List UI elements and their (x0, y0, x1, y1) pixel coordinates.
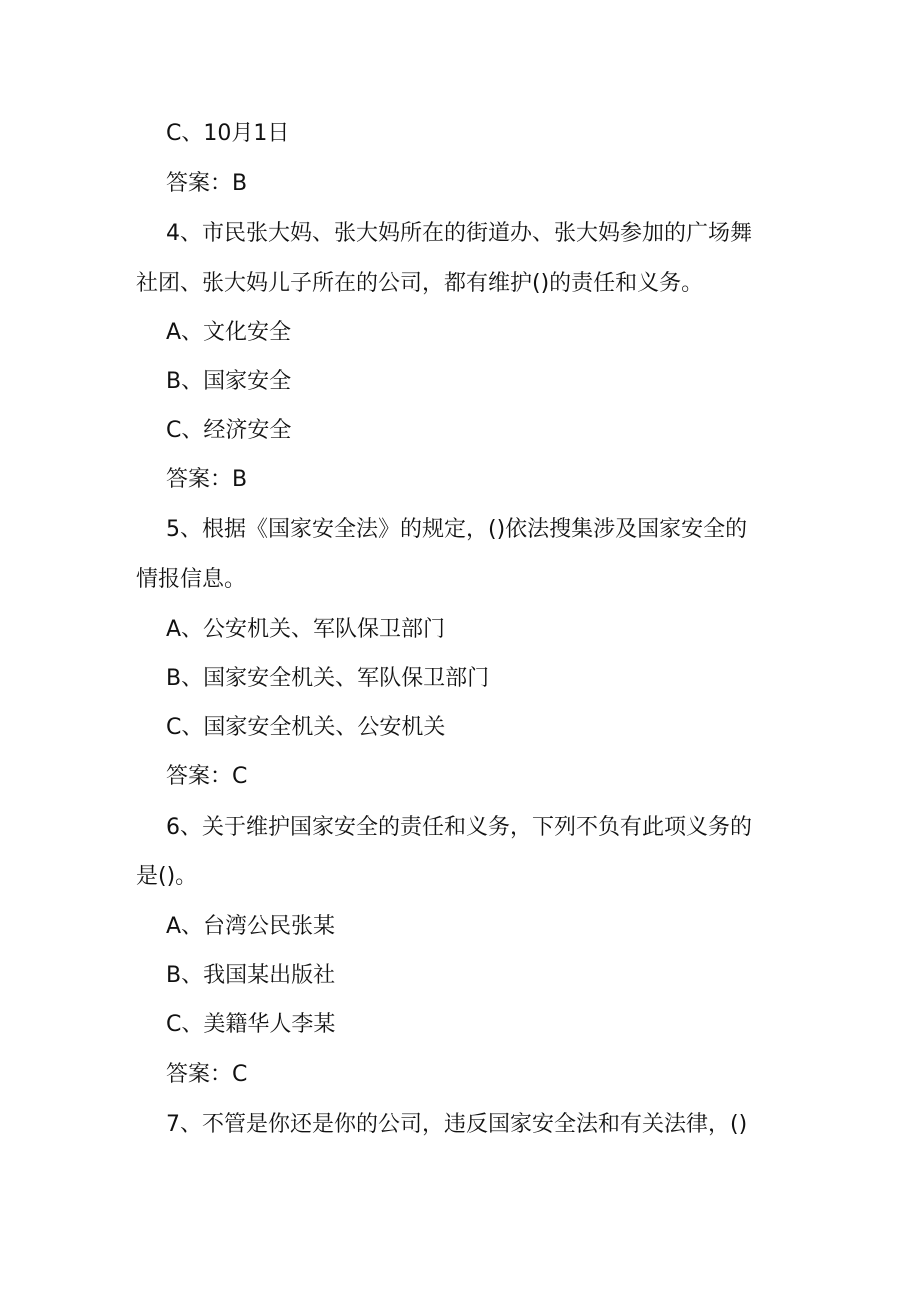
q5-stem-line1: 5、根据《国家安全法》的规定，()依法搜集涉及国家安全的 (166, 517, 748, 542)
q6-option-b: B、我国某出版社 (166, 963, 336, 988)
q4-option-b: B、国家安全 (166, 369, 292, 394)
q5-option-b: B、国家安全机关、军队保卫部门 (166, 666, 490, 691)
q7-stem-line1: 7、不管是你还是你的公司，违反国家安全法和有关法律，() (166, 1112, 748, 1137)
q6-option-c: C、美籍华人李某 (166, 1012, 336, 1037)
q4-option-a: A、文化安全 (166, 320, 292, 345)
q5-option-a: A、公安机关、军队保卫部门 (166, 617, 446, 642)
q4-stem-line1: 4、市民张大妈、张大妈所在的街道办、张大妈参加的广场舞 (166, 221, 752, 246)
q6-answer: 答案：C (166, 1062, 248, 1087)
q4-option-c: C、经济安全 (166, 418, 292, 443)
q3-option-c: C、10月1日 (166, 121, 290, 146)
q5-answer: 答案：C (166, 764, 248, 789)
q6-stem-line2: 是()。 (136, 864, 198, 889)
q3-answer: 答案：B (166, 171, 248, 196)
q6-stem-line1: 6、关于维护国家安全的责任和义务，下列不负有此项义务的 (166, 815, 752, 840)
q5-stem-line2: 情报信息。 (136, 567, 247, 592)
q4-answer: 答案：B (166, 467, 248, 492)
q4-stem-line2: 社团、张大妈儿子所在的公司，都有维护()的责任和义务。 (136, 271, 704, 296)
q5-option-c: C、国家安全机关、公安机关 (166, 715, 446, 740)
q6-option-a: A、台湾公民张某 (166, 914, 336, 939)
